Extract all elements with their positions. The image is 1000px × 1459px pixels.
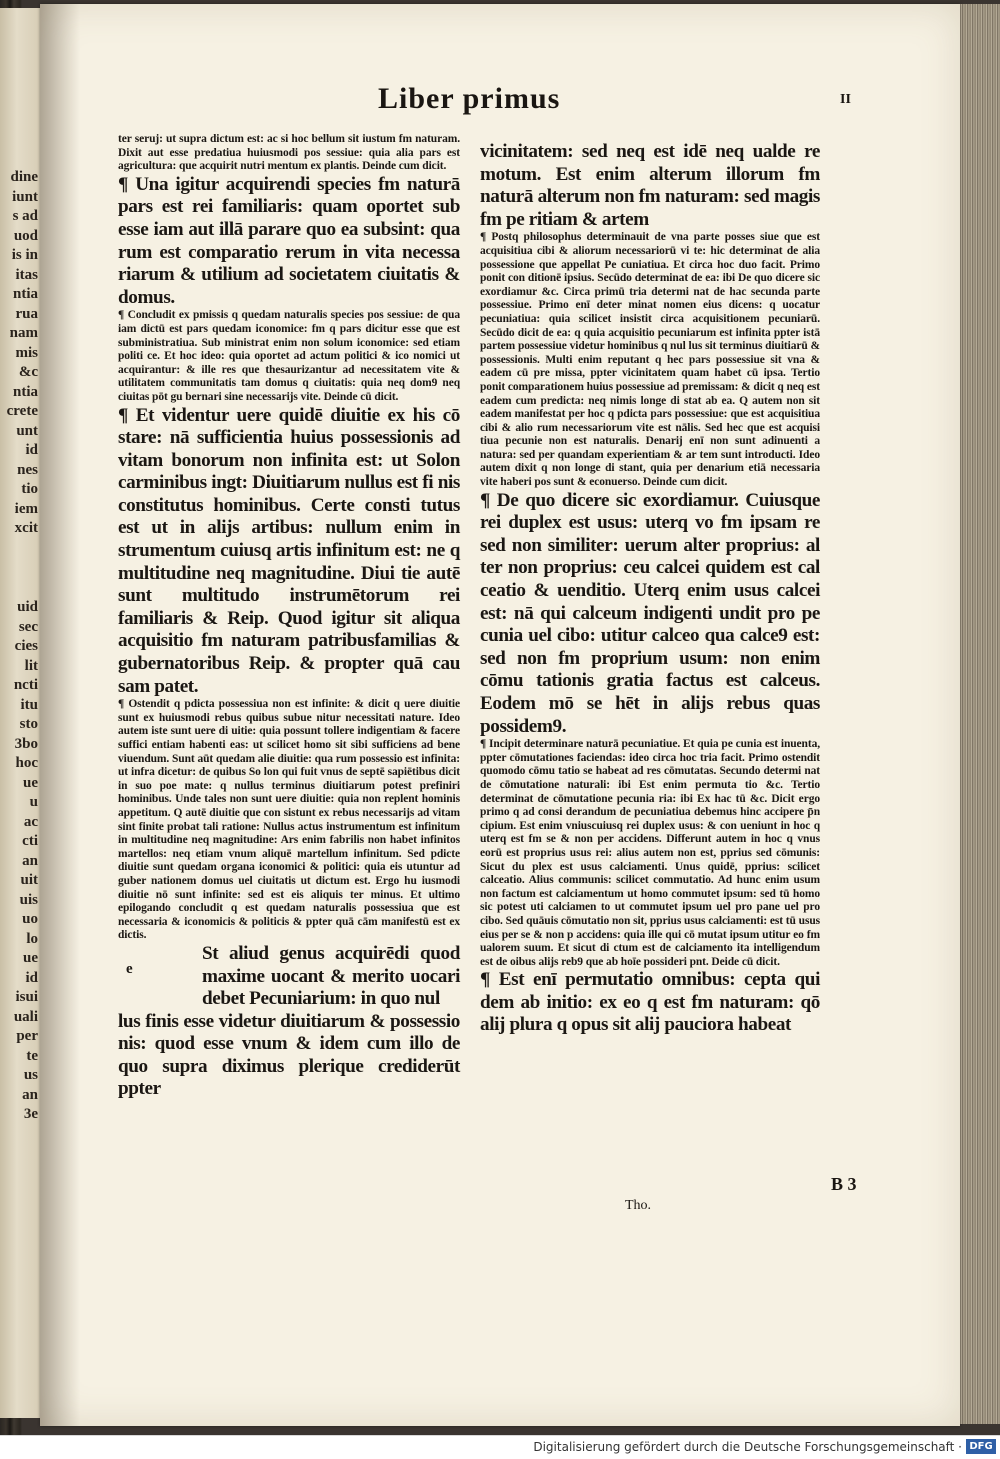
dfg-logo: DFG xyxy=(966,1439,996,1454)
commentary-paragraph: ter seruj: ut supra dictum est: ac si hoc bellum sit iustum fm naturam. Dixit aut esse predatiua huiusmodi pos sessiue: quia alia pars est agricultura: que acquirit nutri mentum ex plantis. Deinde cum dicit. xyxy=(118,133,460,173)
initial-paragraph xyxy=(118,943,460,1101)
left-page-text-fragment: uid sec cies lit ncti itu sto 3bo hoc ue u ac cti an uit uis uo lo ue id isui uali per te us an 3e xyxy=(13,599,38,1122)
folio-number: II xyxy=(840,92,851,107)
attribution-bar xyxy=(0,1435,1000,1459)
attribution-text: Digitalisierung gefördert durch die Deutsche Forschungsgemeinschaft · xyxy=(533,1440,962,1454)
left-text-column xyxy=(118,133,460,1101)
left-page-text-fragment: dine iunt s ad uod is in itas ntia rua nam mis &c ntia crete unt id nes tio iem xcit xyxy=(6,169,38,536)
text-paragraph: ¶ Una igitur acquirendi species fm naturā pars est rei familiaris: quam oportet sub esse iam aut illā parare quo ea subsint: qua rum est comparatio rerum in vita necessa riarum & utilium ad societatem ciuitatis & domus. xyxy=(118,173,460,308)
text-paragraph: St aliud genus acquirēdi quod maxime uocant & merito uocari debet Pecuniarium: in quo nul xyxy=(202,942,460,1010)
text-paragraph: ¶ Et videntur uere quidē diuitie ex his cō stare: nā sufficientia huius possessionis ad vitam bonorum non infinita est: ut Solon carminibus ingt: Diuitiarum nullus est fi nis constitutus hominibus. Certe consti tutus est ut in alijs artibus: nullum enim in strumentum cuiusq artis infinitum est: ne q multitudine neq magnitudine. Diui tie autē sunt multitudo instrumētorum rei familiaris & Reip. Quod igitur sit aliqua acquisitio fm naturam patribusfamilias & gubernatoribus Reip. & propter quā cau sam patet. xyxy=(118,404,460,697)
catchword: Tho. xyxy=(625,1198,652,1213)
guide-letter: e xyxy=(126,960,133,977)
running-title: Liber primus xyxy=(378,82,561,115)
commentary-paragraph: ¶ Postq philosophus determinauit de vna parte posses siue que est acquisitiua cibi & aliorum necessariorū vi te: hic determinat de alia possessione que appellat Pe cuniatiua. Et circa hoc duo facit. Primo ponit con ditionē ipsius. Secūdo determinat de ea: ibi De quo dicere sic exordiamur &c. Circa primū tria determi nat de hac secunda parte possessiue. Primo enī deter minat nomen eius dicens: q uocatur pecuniatiua: quia scilicet insistit circa acquisitionem pecuniarū. Secūdo dicit de ea: q quia acquisitio pecuniarum est infinita ppter istā partem possessiue videtur hominibus q nul lus sit terminus diuitiarū & possessionis. Multi enim reputant q hec pars possessiue sit vna & eadem cū pre missa, ppter vicinitatem quam habet cū ipsa. Tertio ponit comparationem huius possessiue ad premissam: & dicit q neq est eadem cum predicta: neq nimis longe di stat ab ea. Q autem non sit eadem manifestat per hoc q pdicta pars possessiue: que est acquisitiua cibi & alio rum necessariorum vite est nālis. Sed hec que est acquisi tiua pecunie non est naturalis. Denarij enī non sunt adinuenti a natura: sed per quandam experientiam & ar tem sunt introducti. Ideo autem dixit q non longe di stant, quia per denarium etiā necessaria vite haberi pos sunt & econuerso. Deinde cum dicit. xyxy=(480,231,820,489)
commentary-paragraph: ¶ Ostendit q pdicta possessiua non est infinite: & dicit q uere diuitie sunt ex huiusmodi rebus quibus subue nitur necessitati nature. Ideo autem iste sunt uere di uitie: quia possunt tollere indigentiam & facere suffici entiam habenti eas: ut scilicet homo sit sibi sufficiens ad bene viuendum. Sunt aūt quedam alie diuitie: qua rum possessio est infinita: ut infra dicetur: de quibus So lon qui fuit vnus de septē sapiētibus dicit in suo poe mate: q nullus terminus diuitiarum potest prefiniri hominibus. Unde tales non sunt uere diuitie: quia non replent hominis appetitum. Q autē diuitie que con sistunt ex rebus necessarijs ad vitam sint finite probat tali ratione: Nullus actus instrumentum est infinitum in multitudine neq magnitudine: Ars enim fabrilis non habet infinitos martellos: neq etiam vnum aliquē martellum infinitum. Sed pdicte diuitie sunt quedam organa iconomici & politici: quia eis utuntur ad guber nationem domus uel ciuitatis ut dictum est. Ergo hu iusmodi diuitie nō sunt infinite: sed est eis aliquis ter minus. Et ultimo epilogando concludit q est quedam naturalis possessiua que est necessaria & iconomicis & politicis & ppter quā cām manifestū est ex dictis. xyxy=(118,698,460,942)
text-paragraph: lus finis esse videtur diuitiarum & possessio nis: quod esse vnum & idem cum illo de quo supra diximus plerique crediderūt ppter xyxy=(118,1010,460,1100)
text-paragraph: ¶ De quo dicere sic exordiamur. Cuiusque rei duplex est usus: uterq vo fm ipsam re sed non similiter: uerum alter proprius: al ter non proprius: ceu calcei quidem est cal ceatio & uenditio. Uterq enim usus calcei est: nā qui calceum indigenti undit pro pe cunia uel cibo: utitur calceo qua calce9 est: sed non fm proprium usum: non enim cōmu tationis gratia factus est calceus. Eodem mō se hēt in alijs rebus quas possidem9. xyxy=(480,489,820,737)
signature-mark: B 3 xyxy=(831,1174,857,1194)
right-text-column xyxy=(480,141,820,1037)
text-paragraph: vicinitatem: sed neq est idē neq ualde re motum. Est enim alterum illorum fm naturā alterum non fm naturam: sed magis fm pe ritiam & artem xyxy=(480,141,820,230)
text-paragraph: ¶ Est enī permutatio omnibus: cepta qui dem ab initio: ex eo q est fm naturam: qō alij plura q opus sit alij pauciora habeat xyxy=(480,969,820,1036)
commentary-paragraph: ¶ Concludit ex pmissis q quedam naturalis species pos sessiue: de qua iam dictū est pars quedam iconomice: fm q pars dicitur esse que est subministratiua. Sub ministrat enim non solum iconomice: sed etiam politi ce. Et hoc ideo: quia oportet ad actum politici & ico nomici ut acquirantur: & ille res que thesaurizantur ad necessitatem vite & utilitatem communitatis tam domus q ciuitatis: quia neq dom9 neq ciuitas pōt gu bernari sine necessarijs vite. Deinde cū dicit. xyxy=(118,309,460,403)
commentary-paragraph: ¶ Incipit determinare naturā pecuniatiue. Et quia pe cunia est inuenta, ppter cōmutationes faciendas: ideo circa hoc tria facit. Primo ostendit quomodo cōmu tatio se habeat ad res cōmutatas. Secundo determi nat de cōmutatione naturali: ibi Est enim permuta tio &c. Tertio determinat de cōmutatione pecunia ria: ibi Ex hac tū &c. Dicit ergo primo q ad consi derandum de pecuniatiua debemus hinc accipere p̄n cipium. Est enim vniuscuiusq rei duplex usus: & con ueniunt in hoc q uterq est fm se & non per accidens. Differunt autem in hoc q vnus eorū est proprius usus rei: alius autem non est, pprius sed cōmunis: Sicut du plex est usus calciamenti. Unus quidē, pprius: scilicet calceatio. Alius communis: scilicet commutatio. Ad hunc enim usum non factum est calciamentum ut homo commutet ipsum: sed tū homo sic potest uti calciamen to ut commutet ipsum uel pro pane uel pro cibo. Sed quāuis cōmutatio non sit, pprius usus calciamenti: est tū usus eius per se & non p accidens: quia ille qui cō mutat ipsum utitur eo fm ualorem suum. Et sicut di ctum est de calciamento ita intelligendum est de oibus alijs reb9 que ab hoīe possideri pnt. Deide cū dicit. xyxy=(480,738,820,968)
left-facing-page-edge xyxy=(0,8,43,1418)
